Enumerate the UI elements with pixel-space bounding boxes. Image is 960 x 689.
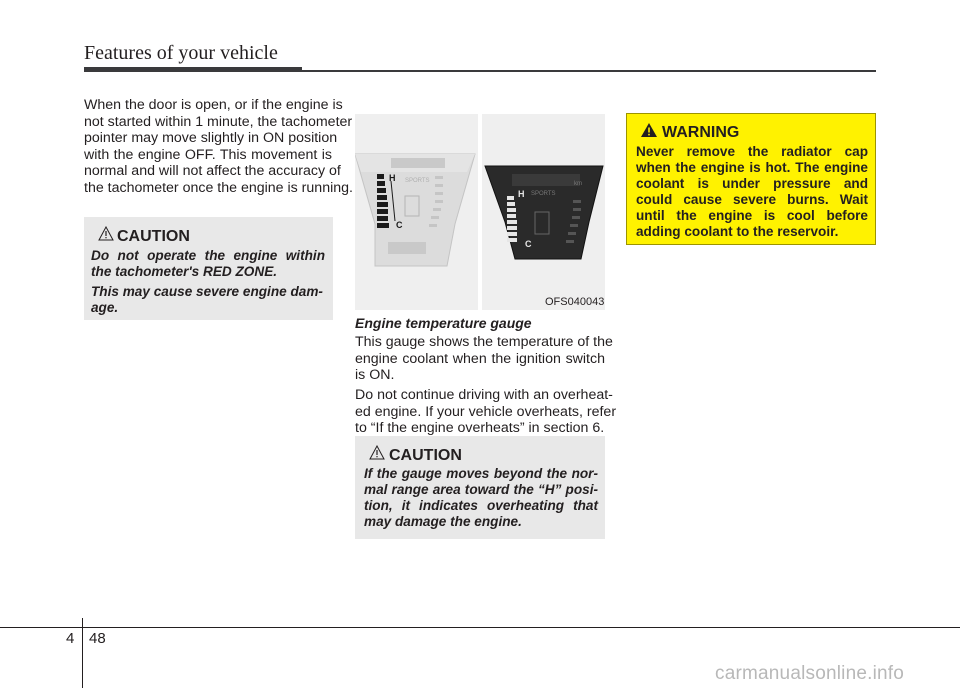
text-line: engine coolant when the ignition switch bbox=[355, 350, 605, 367]
figure-code: OFS040043 bbox=[545, 296, 605, 308]
header-rule-thin bbox=[302, 70, 876, 72]
text-line: Do not continue driving with an overheat- bbox=[355, 387, 613, 403]
text-line: the tachometer's RED ZONE. bbox=[91, 264, 278, 279]
text-line: If the gauge moves beyond the nor- bbox=[364, 466, 598, 481]
text-line: when the engine is hot. The engine bbox=[636, 160, 868, 175]
text-line: with the engine OFF. This movement is bbox=[84, 146, 332, 163]
text-line: tion, it indicates overheating that bbox=[364, 498, 598, 513]
text-line: normal and will not affect the accuracy of bbox=[84, 163, 341, 180]
page-header-title: Features of your vehicle bbox=[84, 42, 278, 64]
text-line: age. bbox=[91, 300, 119, 315]
text-line: This gauge shows the temperature of the bbox=[355, 334, 613, 350]
gauge-mode-label: SPORTS bbox=[531, 191, 556, 197]
text-line: to “If the engine overheats” in section 6. bbox=[355, 420, 605, 437]
text-line: ed engine. If your vehicle overheats, refer bbox=[355, 403, 617, 420]
section-subheading: Engine temperature gauge bbox=[355, 315, 532, 331]
text-line: is ON. bbox=[355, 367, 395, 384]
gauge-hot-label: H bbox=[518, 189, 525, 199]
gauge-hot-label: H bbox=[389, 173, 396, 183]
text-line: coolant is under pressure and bbox=[636, 176, 868, 191]
chapter-number: 4 bbox=[66, 630, 75, 647]
warning-triangle-icon bbox=[640, 122, 658, 138]
text-line: When the door is open, or if the engine is bbox=[84, 97, 343, 113]
caution-text bbox=[364, 466, 598, 530]
text-line: mal range area toward the “H” posi- bbox=[364, 482, 598, 497]
text-line: pointer may move slightly in ON position bbox=[84, 130, 338, 147]
gauge-odo-unit: km bbox=[574, 181, 582, 187]
caution-heading: CAUTION bbox=[389, 447, 462, 464]
header-rule-thick bbox=[84, 67, 302, 72]
warning-heading: WARNING bbox=[662, 124, 740, 141]
text-line: the tachometer once the engine is running. bbox=[84, 179, 353, 196]
caution-triangle-icon bbox=[369, 445, 385, 460]
text-line: may damage the engine. bbox=[364, 514, 522, 529]
temperature-gauge-paragraph-2 bbox=[355, 387, 617, 437]
gauge-cold-label: C bbox=[525, 239, 532, 249]
caution-triangle-icon bbox=[98, 226, 114, 241]
text-line: Do not operate the engine within bbox=[91, 248, 325, 263]
caution-text bbox=[91, 248, 325, 316]
gauge-mode-label: SPORTS bbox=[405, 178, 430, 184]
gauge-right-night bbox=[485, 166, 603, 259]
warning-text bbox=[636, 144, 868, 240]
temperature-gauge-paragraph-1 bbox=[355, 334, 613, 384]
footer-rule bbox=[0, 627, 960, 628]
caution-heading: CAUTION bbox=[117, 228, 190, 245]
watermark-text: carmanualsonline.info bbox=[715, 663, 905, 684]
text-line: not started within 1 minute, the tachometer bbox=[84, 113, 353, 130]
gauge-cold-label: C bbox=[396, 220, 403, 230]
gauge-left-day bbox=[355, 154, 475, 266]
footer-divider bbox=[82, 618, 83, 688]
gauge-figure-panel bbox=[355, 114, 605, 310]
text-line: adding coolant to the reservoir. bbox=[636, 224, 839, 239]
tachometer-paragraph bbox=[84, 97, 353, 197]
text-line: This may cause severe engine dam- bbox=[91, 284, 323, 299]
text-line: until the engine is cool before bbox=[636, 208, 868, 223]
text-line: Never remove the radiator cap bbox=[636, 144, 868, 159]
gauge-illustration bbox=[355, 114, 605, 310]
text-line: could cause severe burns. Wait bbox=[636, 192, 868, 207]
page-number: 48 bbox=[89, 630, 106, 647]
